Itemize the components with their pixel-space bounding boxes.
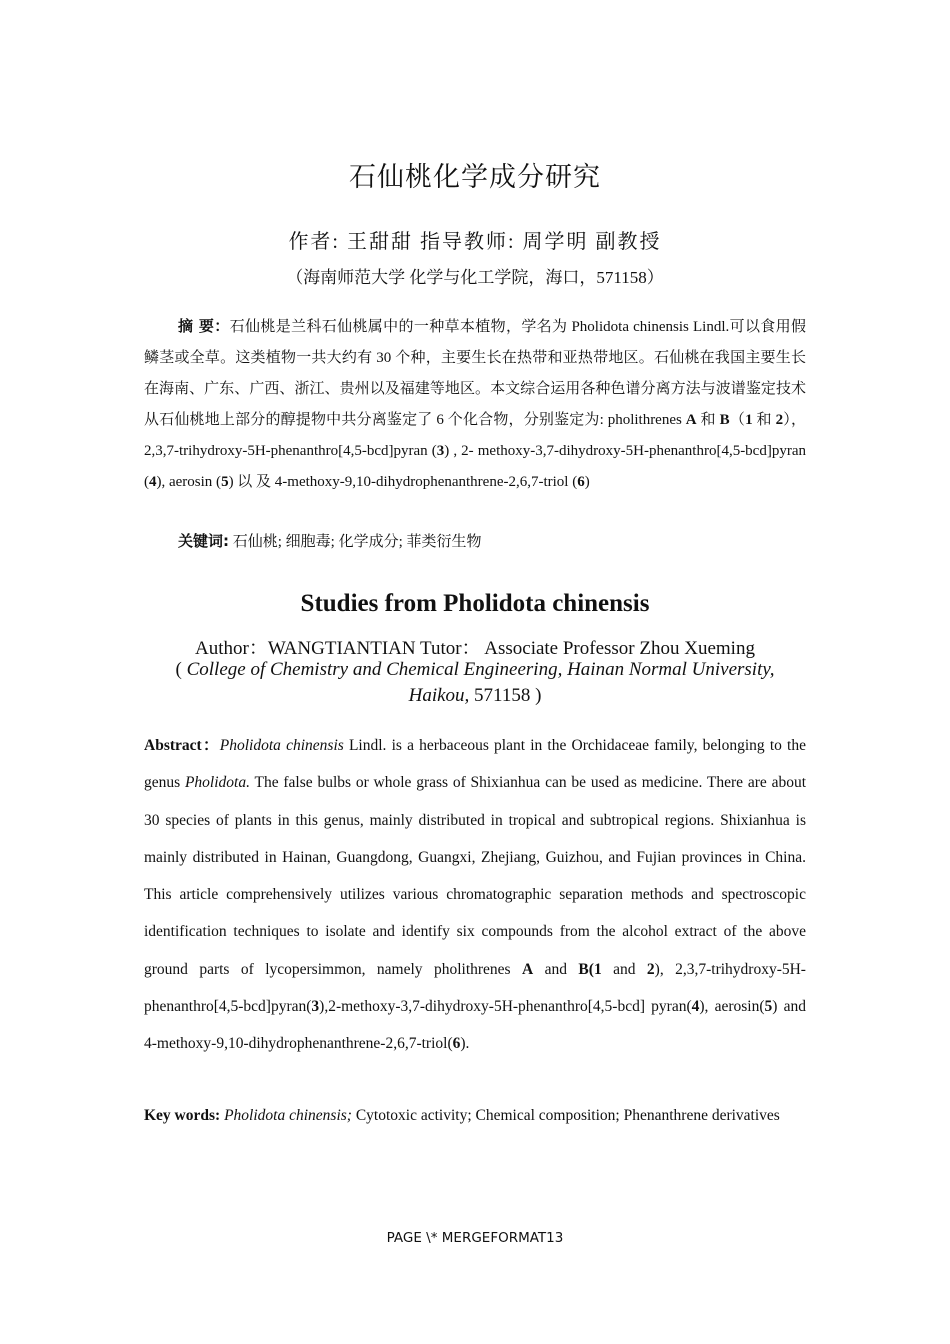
compound-number: 4 <box>149 474 157 490</box>
english-keywords-label: Key words: <box>144 1107 221 1124</box>
abstract-text-fragment: ) and 4-methoxy-9,10-dihydrophenanthrene-2,6,7-triol( <box>144 998 806 1053</box>
abstract-text-fragment: ) 以 及 4-methoxy-9,10-dihydrophenanthrene-2,6,7-triol ( <box>228 474 578 490</box>
compound-number: 2 <box>775 412 784 428</box>
chinese-author-line: 作者: 王甜甜 指导教师: 周学明 副教授 <box>288 231 662 253</box>
keywords-text: Cytotoxic activity; Chemical composition; Phenanthrene derivatives <box>351 1107 780 1124</box>
compound-number: 2 <box>646 960 655 978</box>
chinese-keywords <box>178 528 798 555</box>
abstract-text-fragment: （ <box>729 412 746 428</box>
abstract-text-fragment: 2,3,7-trihydroxy-5H-phenanthro[4,5-bcd]pyran ( <box>144 443 437 459</box>
genus-name: Pholidota. <box>184 774 250 792</box>
abstract-text-fragment: ), aerosin ( <box>156 474 222 490</box>
affiliation-paren: ( <box>175 659 187 680</box>
english-keywords <box>144 1097 806 1134</box>
abstract-text-fragment: ). <box>460 1035 470 1053</box>
abstract-text-fragment: and <box>601 960 647 978</box>
chinese-abstract-label: 摘 要： <box>178 317 230 335</box>
chinese-keywords-text: 石仙桃; 细胞毒; 化学成分; 菲类衍生物 <box>229 534 482 550</box>
compound-number: 6 <box>577 474 585 490</box>
abstract-text-fragment: and <box>533 960 579 978</box>
compound-number: 3 <box>436 443 445 459</box>
abstract-text-fragment: 和 <box>696 412 720 428</box>
english-affiliation <box>170 657 780 709</box>
abstract-text-fragment: ) <box>584 474 590 490</box>
chinese-title: 石仙桃化学成分研究 <box>349 162 601 192</box>
compound-number: 1 <box>745 412 753 428</box>
compound-paren: ( <box>588 960 594 978</box>
abstract-text-fragment: ),2-methoxy-3,7-dihydroxy-5H-phenanthro[4,5-bcd] pyran( <box>319 998 692 1016</box>
abstract-text-fragment: ), aerosin( <box>699 998 765 1016</box>
compound-label: B <box>719 412 730 428</box>
chinese-affiliation: （海南师范大学 化学与化工学院，海口，571158） <box>286 268 664 287</box>
compound-number: 3 <box>311 998 320 1016</box>
chinese-keywords-label: 关键词: <box>178 532 229 550</box>
compound-number: 5 <box>764 998 773 1016</box>
affiliation-postcode: 571158 ) <box>469 685 542 706</box>
compound-number: 1 <box>593 960 602 978</box>
compound-number: 4 <box>691 998 700 1016</box>
english-abstract <box>144 727 806 1063</box>
page-footer: PAGE \* MERGEFORMAT13 <box>386 1230 564 1246</box>
compound-label: A <box>685 412 697 428</box>
abstract-text-fragment: ）， <box>783 412 806 428</box>
abstract-text-fragment: The false bulbs or whole grass of Shixianhua can be used as medicine. There are about 30 species of plants in this genus, mainly distributed in tropical and subtropical regions. Shixianhua is mainly distributed in Hainan, Guangdong, Guangxi, Zhejiang, Guizhou, and Fujian provinces in China. This article comprehensively utilizes various chromatographic separation methods and spectroscopic identification techniques to isolate and identify six compounds from the alcohol extract of the above ground parts of lycopersimmon, namely pholithrenes <box>144 774 807 978</box>
compound-label: A <box>522 960 534 978</box>
species-name: Pholidota chinensis <box>219 737 344 754</box>
compound-number: 5 <box>221 474 229 490</box>
chinese-abstract-text: 石仙桃是兰科石仙桃属中的一种草本植物，学名为 Pholidota chinensis Lindl.可以食用假鳞茎或全草。这类植物一共大约有 30 个种，主要生长在热带和亚热带地区。石仙桃在我国主要生长在海南、广东、广西、浙江、贵州以及福建等地区。本文综合运用各种色谱分离方法与波谱鉴定技术从石仙桃地上部分的醇提物中共分离鉴定了 6 个化合物，分别鉴定为: pholithrenes <box>144 319 807 428</box>
abstract-text-fragment: 和 <box>752 412 776 428</box>
english-abstract-label: Abstract： <box>144 737 220 754</box>
affiliation-institution: College of Chemistry and Chemical Engineering, Hainan Normal University, Haikou, <box>186 659 775 706</box>
english-author-line: Author：WANGTIANTIAN Tutor： Associate Professor Zhou Xueming <box>195 638 755 659</box>
keyword-species: Pholidota chinensis; <box>220 1107 352 1124</box>
abstract-text-fragment: ) , 2- methoxy-3,7-dihydroxy-5H-phenanthro[4,5-bcd]pyran ( <box>144 443 806 490</box>
compound-label: B <box>578 960 589 978</box>
abstract-text-fragment: Lindl. is a herbaceous plant in the Orchidaceae family, belonging to the genus <box>144 737 806 792</box>
chinese-abstract <box>144 311 806 498</box>
compound-number: 6 <box>452 1035 461 1053</box>
english-title: Studies from Pholidota chinensis <box>300 590 650 617</box>
abstract-text-fragment: ), 2,3,7-trihydroxy-5H-phenanthro[4,5-bcd]pyran( <box>144 960 806 1016</box>
